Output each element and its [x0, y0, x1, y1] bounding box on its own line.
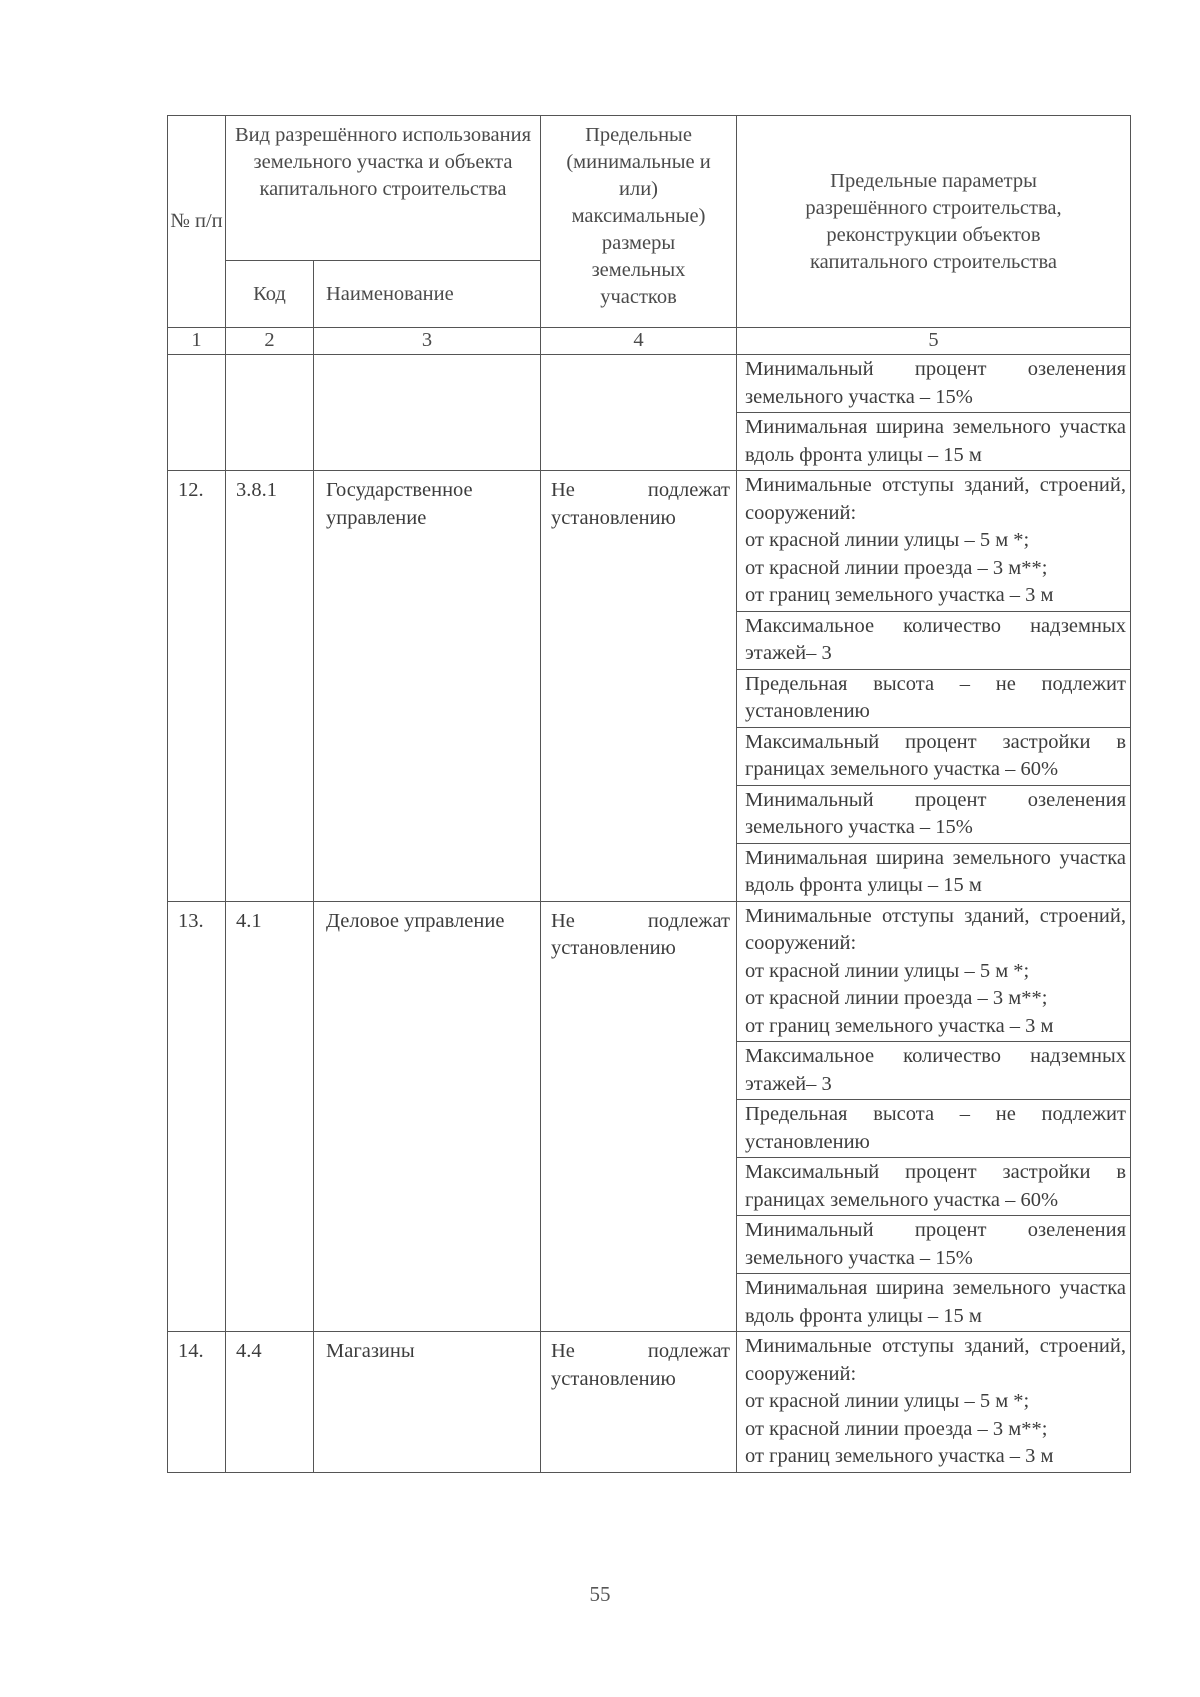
table-row: [168, 1332, 1131, 1473]
page-number: 55: [589, 1582, 611, 1606]
row-name: Государственное управление: [314, 471, 541, 902]
row-name: Магазины: [314, 1332, 541, 1473]
setbacks-item: [737, 471, 1130, 612]
setback-driveway: от красной линии проезда – 3 м**;: [745, 556, 1048, 579]
row-name: Деловое управление: [314, 901, 541, 1332]
row-parameters: [737, 355, 1131, 471]
header-code: Код: [226, 261, 314, 328]
table-row: [168, 901, 1131, 1332]
header-number: № п/п: [168, 116, 226, 328]
setback-plot-border: от границ земельного участка – 3 м: [745, 584, 1054, 606]
row-parameters: [737, 1332, 1131, 1473]
column-number: 1: [168, 328, 226, 355]
column-number: 2: [226, 328, 314, 355]
row-plot-size: [541, 355, 737, 471]
setbacks-title: Минимальные отступы зданий, строений, сооружений:: [745, 1335, 1126, 1385]
row-parameters: [737, 901, 1131, 1332]
setback-street: от красной линии улицы – 5 м *;: [745, 959, 1030, 982]
row-code: 4.1: [226, 901, 314, 1332]
row-parameters: [737, 471, 1131, 902]
row-number: 12.: [168, 471, 226, 902]
setback-street: от красной линии улицы – 5 м *;: [745, 529, 1030, 551]
zoning-parameters-table: [167, 115, 1131, 1473]
header-construction-parameters: Предельные параметры разрешённого строительства, реконструкции объектов капитального строительства: [737, 116, 1131, 328]
row-plot-size: Не подлежат установлению: [541, 1332, 737, 1473]
header-name: Наименование: [314, 261, 541, 328]
column-number-row: [168, 328, 1131, 355]
row-plot-size: Не подлежат установлению: [541, 471, 737, 902]
setback-driveway: от красной линии проезда – 3 м**;: [745, 1417, 1048, 1440]
parameter-item: Минимальная ширина земельного участка вдоль фронта улицы – 15 м: [745, 846, 1126, 896]
parameter-item: Минимальный процент озеленения земельного участка – 15%: [737, 355, 1130, 413]
parameter-item: Минимальная ширина земельного участка вдоль фронта улицы – 15 м: [745, 1277, 1126, 1327]
setback-plot-border: от границ земельного участка – 3 м: [745, 1445, 1054, 1467]
row-name: [314, 355, 541, 471]
parameter-item: Предельная высота – не подлежит установлению: [737, 1100, 1130, 1158]
parameter-item: Предельная высота – не подлежит установлению: [737, 670, 1130, 728]
table-row: [168, 355, 1131, 471]
table-row: [168, 471, 1131, 902]
header-plot-size: Предельные (минимальные и или) максимальные) размеры земельных участков: [541, 116, 737, 328]
row-plot-size: Не подлежат установлению: [541, 901, 737, 1332]
setback-street: от красной линии улицы – 5 м *;: [745, 1390, 1030, 1412]
column-number: 4: [541, 328, 737, 355]
parameter-item: Максимальный процент застройки в границах земельного участка – 60%: [737, 1158, 1130, 1216]
setback-driveway: от красной линии проезда – 3 м**;: [745, 987, 1048, 1009]
column-number: 5: [737, 328, 1131, 355]
parameter-item: Минимальная ширина земельного участка вдоль фронта улицы – 15 м: [745, 416, 1126, 466]
column-number: 3: [314, 328, 541, 355]
row-code: 3.8.1: [226, 471, 314, 902]
row-code: [226, 355, 314, 471]
parameter-item: Максимальный процент застройки в границах земельного участка – 60%: [737, 728, 1130, 786]
table-header-row: [168, 116, 1131, 261]
row-code: 4.4: [226, 1332, 314, 1473]
setbacks-title: Минимальные отступы зданий, строений, сооружений:: [745, 474, 1126, 524]
parameter-item: Минимальный процент озеленения земельного участка – 15%: [737, 1216, 1130, 1274]
row-number: [168, 355, 226, 471]
parameter-item: Максимальное количество надземных этажей– 3: [737, 1042, 1130, 1100]
setback-plot-border: от границ земельного участка – 3 м: [745, 1014, 1054, 1037]
header-land-use-type: Вид разрешённого использования земельного участка и объекта капитального строительства: [226, 116, 541, 261]
setbacks-item: [737, 1332, 1130, 1472]
parameter-item: Максимальное количество надземных этажей– 3: [737, 612, 1130, 670]
setbacks-title: Минимальные отступы зданий, строений, сооружений:: [745, 904, 1126, 954]
setbacks-item: [737, 902, 1130, 1043]
row-number: 14.: [168, 1332, 226, 1473]
parameter-item: Минимальный процент озеленения земельного участка – 15%: [737, 786, 1130, 844]
row-number: 13.: [168, 901, 226, 1332]
